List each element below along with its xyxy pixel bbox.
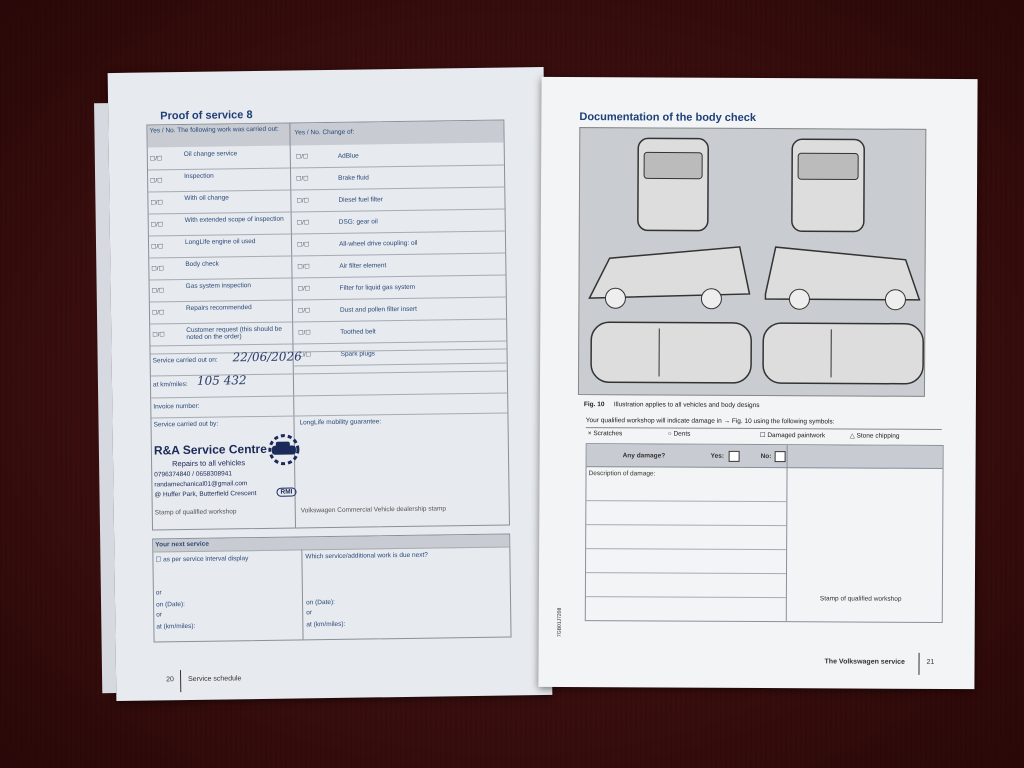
row-divider [150,278,292,281]
next-service-left: ☐ as per service interval display [155,555,249,564]
stamp-email: randamechanical01@gmail.com [154,480,248,489]
yes-no-checkbox[interactable]: ☐/☐ [297,286,311,293]
symbol-stone-chipping: △ Stone chipping [849,432,900,440]
yes-no-checkbox[interactable]: ☐/☐ [151,310,165,317]
row-divider [150,344,292,347]
symbol-dents: ○ Dents [667,430,691,438]
row-divider [291,165,504,169]
change-item-label: All-wheel drive coupling: oil [339,239,418,248]
symbol-scratches: × Scratches [587,430,623,438]
row-divider [149,212,291,215]
yes-no-checkbox[interactable]: ☐/☐ [151,288,165,295]
page-number-left: 20 [166,676,174,684]
work-item-label: Repairs recommended [185,304,252,313]
header-left: Yes / No. The following work was carried out: [149,125,279,135]
longlife-label: LongLife mobility guarantee: [299,418,382,427]
vehicle-diagram [578,127,926,397]
change-item-label: Spark plugs [340,350,375,358]
row-divider [293,275,506,279]
work-item-label: With extended scope of inspection [184,215,284,225]
yes-no-checkbox[interactable]: ☐/☐ [297,264,310,271]
stamp-workshop-label: Stamp of qualified workshop [154,508,237,517]
section-label: Service schedule [188,675,242,684]
yes-no-checkbox[interactable]: ☐/☐ [296,198,309,205]
row-divider [292,209,505,213]
fig-caption: Illustration applies to all vehicles and body designs [613,401,760,410]
work-item-label: Body check [185,260,219,269]
footer-label: The Volkswagen service [824,658,905,666]
service-table [146,120,510,531]
work-item-label: With oil change [184,194,229,203]
row-divider [149,256,291,259]
yes-no-checkbox[interactable]: ☐/☐ [149,156,163,163]
or-label-2: or [156,611,163,619]
next-service-title: Your next service [155,540,209,549]
work-item-label: Oil change service [183,150,238,159]
km-value: 105 432 [196,373,247,388]
yes-no-checkbox[interactable]: ☐/☐ [296,220,310,227]
symbols-intro: Your qualified workshop will indicate damage in → Fig. 10 using the following symbols: [585,417,835,426]
work-item-label: Inspection [184,172,214,181]
on-date-right: on (Date): [306,598,336,607]
page-stack-edge [94,103,116,693]
at-km-left: at (km/miles): [156,622,196,631]
row-divider [293,297,506,301]
yes-no-checkbox[interactable]: ☐/☐ [150,200,163,207]
left-page [108,67,553,701]
fig-label: Fig. 10 [583,401,605,409]
work-item-label: Gas system inspection [185,282,252,291]
side-code: 7GB01J7208 [556,607,563,637]
on-date-left: on (Date): [156,601,186,609]
service-by-label: Service carried out by: [153,420,219,429]
yes-no-checkbox[interactable]: ☐/☐ [150,178,163,185]
km-label: at km/miles: [152,380,188,389]
row-divider [293,341,506,345]
yes-label: Yes: [710,452,725,460]
at-km-right: at (km/miles): [306,620,346,629]
change-item-label: Toothed belt [340,328,376,336]
no-label: No: [760,453,772,461]
work-item-label: Customer request (this should be noted on the order) [186,325,283,342]
symbol-paintwork: ☐ Damaged paintwork [759,432,826,440]
stamp-tagline: Repairs to all vehicles [172,458,246,469]
change-item-label: Filter for liquid gas system [339,283,416,292]
change-item-label: DSG: gear oil [338,218,378,226]
any-damage-label: Any damage? [622,452,666,460]
yes-no-checkbox[interactable]: ☐/☐ [298,352,312,359]
change-item-label: Diesel fuel filter [338,196,383,204]
work-item-label: LongLife engine oil used [184,238,256,247]
yes-checkbox[interactable] [729,451,740,462]
header-right: Yes / No. Change of: [294,128,355,137]
yes-no-checkbox[interactable]: ☐/☐ [151,266,164,273]
invoice-label: Invoice number: [153,402,200,411]
yes-no-checkbox[interactable]: ☐/☐ [152,332,165,339]
yes-no-checkbox[interactable]: ☐/☐ [298,330,311,337]
yes-no-checkbox[interactable]: ☐/☐ [151,244,164,251]
yes-no-checkbox[interactable]: ☐/☐ [297,308,311,315]
body-check-title: Documentation of the body check [579,111,757,124]
row-divider [150,322,292,325]
damage-form [585,443,944,623]
change-item-label: Dust and pollen filter insert [339,305,417,314]
service-date-label: Service carried out on: [152,356,218,365]
yes-no-checkbox[interactable]: ☐/☐ [150,222,164,229]
right-page [538,77,977,689]
row-divider [292,231,505,235]
row-divider [294,363,507,367]
change-item-label: AdBlue [337,152,359,160]
row-divider [293,319,506,323]
row-divider [148,168,290,171]
service-date-value: 22/06/2026 [232,349,302,365]
description-label: Description of damage: [588,470,656,478]
change-item-label: Air filter element [339,262,387,270]
dealership-label: Volkswagen Commercial Vehicle dealership stamp [300,505,447,515]
row-divider [150,300,292,303]
stamp-name: R&A Service Centre [153,441,267,458]
stamp-phones: 0796374840 / 0658308941 [154,470,233,479]
next-service-right: Which service/additional work is due next? [305,551,428,561]
next-service-box [152,533,511,642]
yes-no-checkbox[interactable]: ☐/☐ [297,242,310,249]
row-divider [148,190,290,193]
row-divider [292,253,505,257]
stamp-address: @ Huffer Park, Butterfield Crescent [154,490,257,499]
rmi-badge: RMI [276,487,296,496]
van-outlines-icon [579,128,925,396]
or-label-3: or [306,609,313,617]
row-divider [291,187,504,191]
or-label: or [155,589,162,597]
car-gear-logo-icon [258,431,310,468]
yes-no-checkbox[interactable]: ☐/☐ [295,154,309,161]
no-checkbox[interactable] [775,451,786,462]
stamp-workshop-right: Stamp of qualified workshop [819,595,902,603]
row-divider [149,234,291,237]
yes-no-checkbox[interactable]: ☐/☐ [296,176,309,183]
change-item-label: Brake fluid [338,174,369,182]
page-title: Proof of service 8 [160,109,253,123]
page-number-right: 21 [926,658,935,666]
